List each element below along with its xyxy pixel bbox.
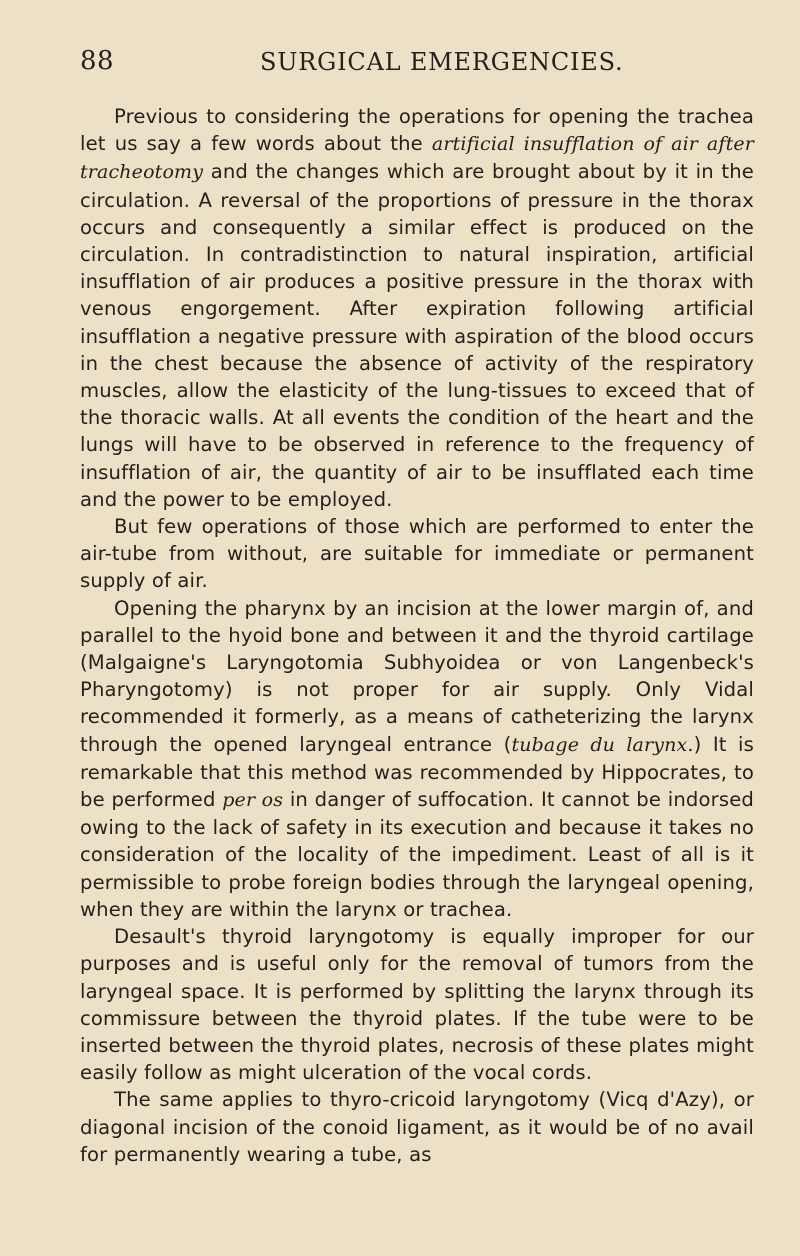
paragraph [80,103,754,513]
page-number: 88 [80,46,115,76]
paragraph [80,923,754,1086]
text-run: The same applies to thyro-cricoid laryngotomy (Vicq d'Azy), or diagonal incision of the conoid ligament, as it would be of no avail for permanently wearing a tube, as [80,1088,754,1166]
paragraph [80,513,754,595]
text-run: in danger of suffocation. It cannot be indorsed owing to the lack of safety in its execution and because it takes no consideration of the locality of the impediment. Least of all is it permissible to probe foreign bodies through the laryngeal opening, when they are within the larynx or trachea. [80,788,754,921]
text-run: But few operations of those which are performed to enter the air-tube from without, are suitable for immediate or permanent supply of air. [80,515,754,593]
text-run: ) It is remarkable that this method was recommended by Hippocrates, to be performed [80,732,754,812]
text-run: Previous to considering the operations for opening the trachea let us say a few words about the [80,105,754,156]
text-run: and the changes which are brought about by it in the circulation. A reversal of the proportions of pressure in the thorax occurs and consequently a similar effect is produced on the circulation. In contradistinction to natural inspiration, artificial insufflation of air produces a positive pressure in the thorax with venous engorgement. After expiration following artificial insufflation a negative pressure with aspiration of the blood occurs in the chest because the absence of activity of the respiratory muscles, allow the elasticity of the lung-tissues to exceed that of the thoracic walls. At all events the condition of the heart and the lungs will have to be observed in reference to the frequency of insufflation of air, the quantity of air to be insufflated each time and the power to be employed. [80,160,754,511]
paragraph [80,595,754,923]
page-header [80,46,754,86]
paragraph [80,1086,754,1168]
text-run: Opening the pharynx by an incision at the lower margin of, and parallel to the hyoid bone and between it and the thyroid cartilage (Malgaigne's Laryngotomia Subhyoidea or von Langenbeck's Pharyngotomy) is not proper for air supply. Only Vidal recommended it formerly, as a means of catheterizing the larynx through the opened laryngeal entrance ( [80,596,754,756]
italic-text: artificial insufflation of air after tracheotomy [80,133,754,184]
body-text [80,103,754,1168]
italic-text: per os [222,789,284,812]
running-title: SURGICAL EMERGENCIES. [260,48,624,76]
italic-text: tubage du larynx. [511,733,694,756]
text-run: Desault's thyroid laryngotomy is equally improper for our purposes and is useful only for the removal of tumors from the laryngeal space. It is performed by splitting the larynx through its commissure between the thyroid plates. If the tube were to be inserted between the thyroid plates, necrosis of these plates might easily follow as might ulceration of the vocal cords. [80,925,754,1085]
